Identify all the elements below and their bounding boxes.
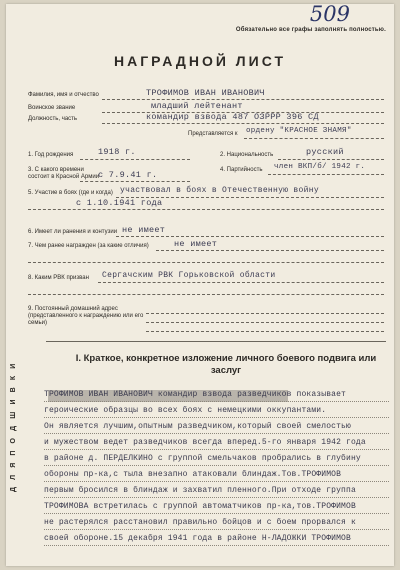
narrative-line-1: ТРОФИМОВ ИВАН ИВАНОВИЧ командир взвода разведчиков показывает (44, 390, 346, 399)
section-divider (46, 341, 386, 342)
narrative-line-2: героические образцы во всех боях с немецкими оккупантами. (44, 406, 327, 415)
document-title: НАГРАДНОЙ ЛИСТ (113, 53, 287, 69)
rule-line (44, 529, 389, 530)
nationality-value: русский (306, 147, 344, 157)
rule-line (44, 449, 389, 450)
wounds-label: 6. Имеет ли ранения и контузии (28, 229, 118, 235)
birth-year-value: 1918 г. (98, 147, 136, 157)
narrative-line-10: своей обороне.15 декабря 1941 года в районе Н-ЛАДОЖКИ ТРОФИМОВ (44, 534, 351, 543)
nominated-value: ордену "КРАСНОЕ ЗНАМЯ" (246, 127, 352, 135)
rule-line (44, 481, 389, 482)
battles-line-2 (28, 209, 384, 210)
binding-margin (10, 192, 20, 492)
narrative-line-8: ТРОФИМОВА встретилась с группой автоматчиков пр-ка,тов.ТРОФИМОВ (44, 502, 356, 511)
wounds-value: не имеет (122, 225, 166, 235)
fio-label: Фамилия, имя и отчество (28, 92, 99, 98)
narrative-line-9: не растерялся расстановил правильно бойцов и с боем прорвался к (44, 518, 356, 527)
required-note: Обязательно все графы заполнять полностью. (235, 27, 386, 33)
address-line (146, 313, 384, 314)
nominated-line (244, 138, 384, 139)
battles-label: 5. Участие в боях (где и когда) (28, 190, 113, 196)
narrative-line-5: в районе д. ПЕРДЕЛКИНО с группой смельчаков пробрались в глубину (44, 454, 361, 463)
recruitment-line (98, 282, 384, 283)
rule-line (44, 417, 389, 418)
awards-label: 7. Чем ранее награжден (за какие отличия) (28, 243, 149, 249)
birth-year-label: 1. Год рождения (28, 152, 74, 158)
army-since-label: 3. С какого времени состоит в Красной Армии (28, 167, 100, 180)
rule-line (44, 401, 389, 402)
award-sheet (6, 4, 394, 566)
rule-line (44, 465, 389, 466)
nationality-line (278, 159, 384, 160)
address-line-2 (146, 322, 384, 323)
recruitment-label: 8. Каким РВК призван (28, 275, 89, 281)
awards-value: не имеет (174, 239, 218, 249)
address-label: 9. Постоянный домашний адрес (представленного к награждению или его семьи) (28, 306, 144, 326)
address-line-3 (146, 331, 384, 332)
rank-value: младший лейтенант (151, 101, 243, 111)
army-since-value: с 7.9.41 г. (98, 170, 158, 180)
awards-line-2 (28, 262, 384, 263)
post-line (102, 123, 384, 124)
section-heading: I. Краткое, конкретное изложение личного боевого подвига или заслуг (75, 353, 377, 376)
party-label: 4. Партийность (220, 167, 263, 173)
party-value: член ВКП/б/ 1942 г. (274, 163, 366, 171)
binding-margin-text: Д Л Я П О Д Ш И В К И (10, 361, 17, 492)
battles-value-2: с 1.10.1941 года (76, 198, 163, 208)
rank-label: Воинское звание (28, 105, 76, 111)
nominated-label: Представляется к (188, 131, 238, 137)
rule-line (44, 545, 389, 546)
army-since-line (80, 181, 190, 182)
post-value: командир взвода 487 ОЗРРР 396 СД (146, 112, 319, 122)
recruitment-value: Сергачским РВК Горьковской области (102, 271, 276, 280)
fio-value: ТРОФИМОВ ИВАН ИВАНОВИЧ (146, 88, 265, 98)
birth-year-line (80, 159, 190, 160)
wounds-line (116, 236, 384, 237)
rule-line (44, 497, 389, 498)
party-line (268, 174, 384, 175)
awards-line (156, 250, 384, 251)
narrative-line-4: и мужеством ведет разведчиков всегда вперед.5-го января 1942 года (44, 438, 366, 447)
rule-line (44, 513, 389, 514)
recruitment-line-2 (28, 294, 384, 295)
narrative-line-7: первым бросился в блиндаж и захватил пленного.При отходе группа (44, 486, 356, 495)
battles-value: участвовал в боях в Отечественную войну (120, 186, 319, 195)
narrative-line-3: Он является лучшим,опытным разведчиком,который своей смелостью (44, 422, 351, 431)
post-label: Должность, часть (28, 116, 78, 122)
rule-line (44, 433, 389, 434)
nationality-label: 2. Национальность (220, 152, 274, 158)
archive-number-stamp: 509 (309, 4, 350, 26)
narrative-line-6: обороны пр-ка,с тыла внезапно атаковали блиндаж.Тов.ТРОФИМОВ (44, 470, 342, 479)
fio-line (102, 99, 384, 100)
